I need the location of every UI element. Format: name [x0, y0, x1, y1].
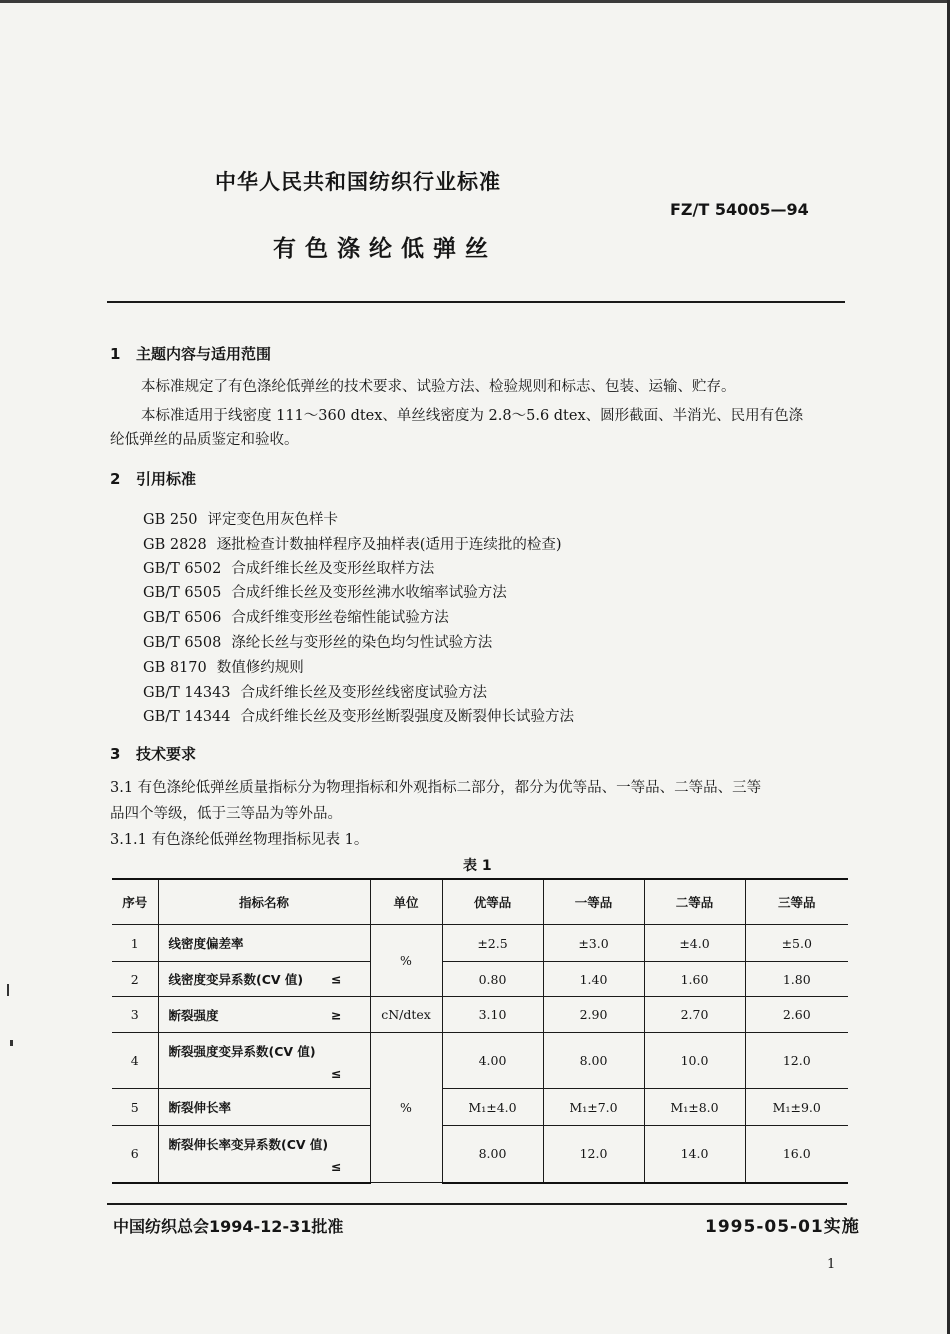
- doc-title: 有色涤纶低弹丝: [273, 236, 497, 262]
- value-cell: 3.10: [442, 997, 543, 1033]
- row-number: 4: [112, 1033, 158, 1089]
- section-1-paragraph-2-cont: 纶低弹丝的品质鉴定和验收。: [110, 432, 299, 448]
- index-name-text: 断裂强度: [168, 1007, 219, 1023]
- value-cell: 4.00: [442, 1033, 543, 1089]
- row-number: 6: [112, 1126, 158, 1183]
- section-title: 主题内容与适用范围: [136, 345, 272, 363]
- value-cell: 16.0: [745, 1126, 848, 1183]
- value-cell: 0.80: [442, 962, 543, 997]
- reference-item: [143, 533, 562, 554]
- reference-code: GB 250: [143, 512, 198, 528]
- index-name-text: 断裂强度变异系数(CV 值): [168, 1044, 316, 1059]
- value-cell: M₁±4.0: [442, 1089, 543, 1126]
- comparison-symbol: ≥: [331, 1007, 342, 1022]
- index-name: [158, 997, 370, 1033]
- column-header: 三等品: [745, 879, 848, 925]
- approval-date: 中国纺织总会1994-12-31批准: [113, 1217, 344, 1236]
- reference-item: [143, 581, 507, 602]
- index-name: [158, 1126, 370, 1183]
- reference-code: GB/T 6502: [143, 561, 222, 577]
- index-name: [158, 925, 370, 962]
- value-cell: ±5.0: [745, 925, 848, 962]
- unit-cell: %: [370, 1033, 442, 1183]
- comparison-symbol: ≤: [331, 1159, 342, 1175]
- value-cell: ±4.0: [644, 925, 745, 962]
- reference-code: GB 8170: [143, 660, 207, 676]
- table-header-row: [112, 879, 848, 925]
- table-row: [112, 1033, 848, 1089]
- value-cell: 2.70: [644, 997, 745, 1033]
- value-cell: M₁±9.0: [745, 1089, 848, 1126]
- table-row: [112, 962, 848, 997]
- clause-3-1-1: 3.1.1 有色涤纶低弹丝物理指标见表 1。: [110, 832, 369, 848]
- value-cell: 1.60: [644, 962, 745, 997]
- value-cell: 1.40: [543, 962, 644, 997]
- value-cell: 12.0: [543, 1126, 644, 1183]
- value-cell: M₁±8.0: [644, 1089, 745, 1126]
- reference-title: 合成纤维变形丝卷缩性能试验方法: [231, 610, 449, 626]
- table-caption: 表 1: [463, 858, 492, 874]
- section-2-heading: [110, 468, 196, 489]
- section-1-paragraph-1: 本标准规定了有色涤纶低弹丝的技术要求、试验方法、检验规则和标志、包装、运输、贮存。: [141, 379, 736, 395]
- unit-cell: cN/dtex: [370, 997, 442, 1033]
- value-cell: 1.80: [745, 962, 848, 997]
- reference-title: 数值修约规则: [216, 660, 304, 676]
- section-number: 3: [110, 745, 121, 763]
- value-cell: 8.00: [543, 1033, 644, 1089]
- unit-cell: %: [370, 925, 442, 997]
- value-cell: ±2.5: [442, 925, 543, 962]
- table-row: [112, 1089, 848, 1126]
- section-title: 技术要求: [136, 745, 197, 763]
- table-row: [112, 925, 848, 962]
- reference-code: GB/T 14343: [143, 685, 231, 701]
- reference-item: [143, 557, 434, 578]
- row-number: 1: [112, 925, 158, 962]
- value-cell: 14.0: [644, 1126, 745, 1183]
- column-header: 序号: [112, 879, 158, 925]
- physical-index-table: [112, 878, 848, 1184]
- row-number: 2: [112, 962, 158, 997]
- scan-mark: [7, 984, 9, 996]
- scan-edge-top: [0, 0, 950, 3]
- reference-code: GB/T 6508: [143, 635, 222, 651]
- reference-title: 评定变色用灰色样卡: [207, 512, 339, 528]
- row-number: 3: [112, 997, 158, 1033]
- reference-code: GB/T 6505: [143, 585, 222, 601]
- scan-mark: [10, 1040, 13, 1046]
- reference-item: [143, 681, 487, 702]
- header-rule: [107, 301, 845, 303]
- value-cell: 2.60: [745, 997, 848, 1033]
- index-name: [158, 1033, 370, 1089]
- reference-title: 合成纤维长丝及变形丝断裂强度及断裂伸长试验方法: [240, 709, 575, 725]
- page-number: 1: [827, 1257, 836, 1272]
- comparison-symbol: ≤: [331, 1066, 342, 1081]
- reference-item: [143, 656, 304, 677]
- index-name: [158, 1089, 370, 1126]
- org-title: 中华人民共和国纺织行业标准: [215, 170, 501, 194]
- footer-rule: [107, 1203, 847, 1205]
- value-cell: ±3.0: [543, 925, 644, 962]
- effective-date: 1995-05-01实施: [705, 1217, 860, 1237]
- index-name-text: 断裂伸长率变异系数(CV 值): [168, 1137, 329, 1153]
- column-header: 二等品: [644, 879, 745, 925]
- index-name: [158, 962, 370, 997]
- section-title: 引用标准: [136, 470, 197, 488]
- column-header: 单位: [370, 879, 442, 925]
- index-name-text: 断裂伸长率: [168, 1100, 232, 1115]
- table-row: [112, 1126, 848, 1183]
- reference-item: [143, 606, 449, 627]
- row-number: 5: [112, 1089, 158, 1126]
- column-header: 优等品: [442, 879, 543, 925]
- standard-code: FZ/T 54005—94: [670, 200, 809, 219]
- section-3-heading: [110, 743, 196, 764]
- reference-title: 逐批检查计数抽样程序及抽样表(适用于连续批的检查): [216, 537, 562, 553]
- value-cell: 12.0: [745, 1033, 848, 1089]
- reference-item: [143, 508, 338, 529]
- section-1-paragraph-2: 本标准适用于线密度 111～360 dtex、单丝线密度为 2.8～5.6 dtex、圆形截面、半消光、民用有色涤: [141, 408, 804, 424]
- table-row: [112, 997, 848, 1033]
- value-cell: 8.00: [442, 1126, 543, 1183]
- clause-3-1: 3.1 有色涤纶低弹丝质量指标分为物理指标和外观指标二部分，都分为优等品、一等品、二等品、三等: [110, 780, 762, 796]
- value-cell: 2.90: [543, 997, 644, 1033]
- comparison-symbol: ≤: [331, 971, 342, 987]
- reference-item: [143, 705, 574, 726]
- reference-code: GB/T 14344: [143, 709, 231, 725]
- section-1-heading: [110, 343, 271, 364]
- section-number: 2: [110, 470, 121, 488]
- reference-title: 合成纤维长丝及变形丝取样方法: [231, 561, 435, 577]
- reference-code: GB 2828: [143, 537, 207, 553]
- section-number: 1: [110, 345, 121, 363]
- value-cell: 10.0: [644, 1033, 745, 1089]
- reference-title: 合成纤维长丝及变形丝沸水收缩率试验方法: [231, 585, 507, 601]
- reference-item: [143, 631, 492, 652]
- value-cell: M₁±7.0: [543, 1089, 644, 1126]
- clause-3-1-cont: 品四个等级，低于三等品为等外品。: [110, 806, 342, 822]
- column-header: 一等品: [543, 879, 644, 925]
- reference-code: GB/T 6506: [143, 610, 222, 626]
- reference-title: 涤纶长丝与变形丝的染色均匀性试验方法: [231, 635, 493, 651]
- column-header: 指标名称: [158, 879, 370, 925]
- index-name-text: 线密度变异系数(CV 值): [168, 972, 304, 987]
- reference-title: 合成纤维长丝及变形丝线密度试验方法: [240, 685, 488, 701]
- index-name-text: 线密度偏差率: [168, 936, 244, 951]
